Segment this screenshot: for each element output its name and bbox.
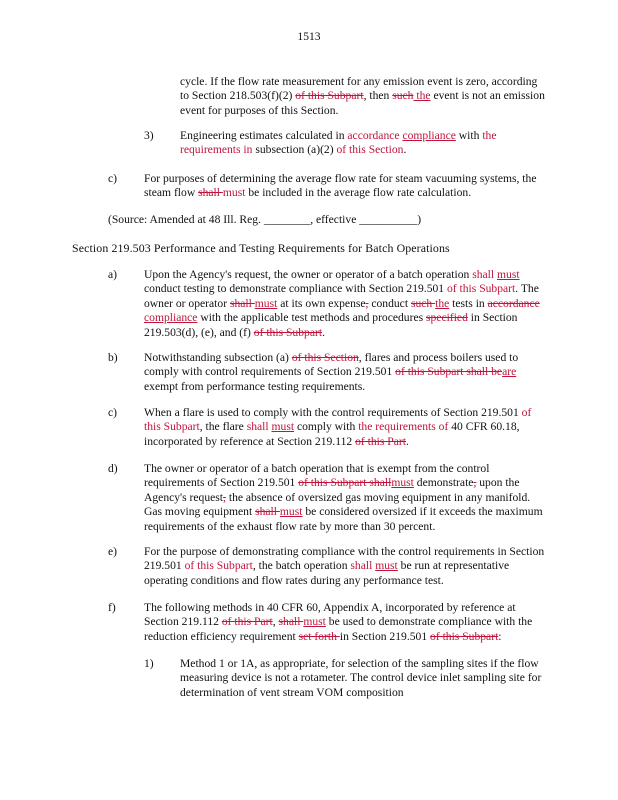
- inserted-text: of this Subpart: [184, 559, 253, 573]
- deleted-text: ,: [365, 296, 369, 310]
- deleted-text: of this Subpart shall be: [395, 365, 503, 379]
- list-label: d): [108, 462, 118, 475]
- inserted-text: shall: [246, 420, 269, 434]
- inserted-text: must: [279, 505, 303, 519]
- list-label: a): [108, 268, 118, 281]
- list-label: e): [108, 545, 118, 558]
- deleted-text: ,: [473, 476, 477, 490]
- inserted-text: must: [271, 420, 295, 434]
- inserted-text: compliance: [402, 129, 456, 142]
- deleted-text: such: [392, 89, 414, 103]
- deleted-text: ,: [223, 490, 226, 504]
- deleted-text: shall: [229, 296, 255, 310]
- deleted-text: of this Section: [291, 351, 359, 364]
- deleted-text: specified: [426, 311, 468, 325]
- section-heading: Section 219.503 Performance and Testing Requirements for Batch Operations: [72, 241, 450, 255]
- deleted-text: of this Subpart: [430, 629, 499, 643]
- deleted-text: shall: [255, 505, 280, 519]
- inserted-text: the: [413, 89, 431, 103]
- inserted-text: of this Subpart: [144, 406, 532, 434]
- deleted-text: shall: [278, 615, 304, 629]
- list-label: c): [108, 172, 118, 185]
- page-number: 1513: [297, 30, 321, 43]
- item-f1-text: Method 1 or 1A, as appropriate, for selection of the sampling sites if the flow measuring device is not a rotameter. The control device inlet sampling site for determination of vent stream VOM composition: [180, 657, 542, 699]
- deleted-text: of this Subpart: [295, 89, 364, 103]
- paragraph-d: The owner or operator of a batch operation that is exempt from the control requirements of Section 219.501 of this Subpart shallmust demonstrate, upon the Agency's request, the absence of oversized gas moving equipment in any manifold. Gas moving equipment shall must be considered oversized if it exceeds the maximum requirements of the exhaust flow rate by more than 30 percent.: [144, 462, 543, 533]
- list-label: b): [108, 351, 118, 364]
- deleted-text: accordance: [487, 296, 540, 310]
- inserted-text: must: [497, 268, 520, 281]
- item-3-text: Engineering estimates calculated in accordance compliance with the requirements in subsection (a)(2) of this Section.: [180, 129, 497, 157]
- list-label: c): [108, 406, 118, 419]
- inserted-text: accordance: [347, 129, 400, 142]
- inserted-text: the requirements of: [358, 420, 449, 434]
- inserted-text: shall: [472, 268, 495, 281]
- deleted-text: of this Subpart: [253, 325, 323, 339]
- source-note: (Source: Amended at 48 Ill. Reg. ________, effective __________): [108, 213, 422, 226]
- inserted-text: shall: [350, 559, 373, 573]
- inserted-text: must: [222, 186, 246, 200]
- deleted-text: of this Subpart shall: [298, 476, 392, 490]
- list-label: f): [108, 601, 116, 614]
- deleted-text: of this Part: [355, 434, 406, 448]
- continuation-paragraph: cycle. If the flow rate measurement for any emission event is zero, according to Section 218.503(f)(2) of this Subpart, then such the event is not an emission event for purposes of this Section.: [180, 75, 545, 117]
- inserted-text: of this Section: [336, 143, 404, 157]
- paragraph-e: For the purpose of demonstrating compliance with the control requirements in Section 219.501 of this Subpart, the batch operation shall must be run at representative operating conditions and flow rates during any performance test.: [144, 545, 545, 587]
- inserted-text: compliance: [144, 311, 198, 325]
- paragraph-f: The following methods in 40 CFR 60, Appendix A, incorporated by reference at Section 219.112 of this Part, shall must be used to demonstrate compliance with the reduction efficiency requirement set forth in Section 219.501 of this Subpart:: [144, 601, 533, 643]
- paragraph-a: Upon the Agency's request, the owner or operator of a batch operation shall must conduct testing to demonstrate compliance with Section 219.501 of this Subpart. The owner or operator shall must at its own expense, conduct such the tests in accordance compliance with the applicable test methods and procedures specified in Section 219.503(d), (e), and (f) of this Subpart.: [144, 268, 540, 339]
- inserted-text: the requirements in: [180, 129, 497, 157]
- deleted-text: of this Part: [221, 615, 273, 629]
- deleted-text: shall: [198, 186, 223, 200]
- inserted-text: the: [435, 296, 450, 310]
- list-label: 3): [144, 129, 154, 142]
- paragraph-b: Notwithstanding subsection (a) of this Section, flares and process boilers used to comply with control requirements of Section 219.501 of this Subpart shall beare exempt from performance testing requirements.: [144, 351, 519, 393]
- list-label: 1): [144, 657, 154, 670]
- inserted-text: must: [303, 615, 326, 629]
- deleted-text: such: [410, 296, 436, 310]
- inserted-text: are: [502, 365, 517, 379]
- inserted-text: must: [375, 559, 398, 573]
- item-c-text: For purposes of determining the average flow rate for steam vacuuming systems, the steam flow shall must be included in the average flow rate calculation.: [144, 172, 537, 200]
- inserted-text: must: [254, 296, 278, 310]
- paragraph-c: When a flare is used to comply with the control requirements of Section 219.501 of this Subpart, the flare shall must comply with the requirements of 40 CFR 60.18, incorporated by reference at Section 219.112 of this Part.: [144, 406, 532, 448]
- inserted-text: of this Subpart: [446, 282, 516, 296]
- deleted-text: set forth: [298, 629, 340, 643]
- inserted-text: must: [391, 476, 414, 490]
